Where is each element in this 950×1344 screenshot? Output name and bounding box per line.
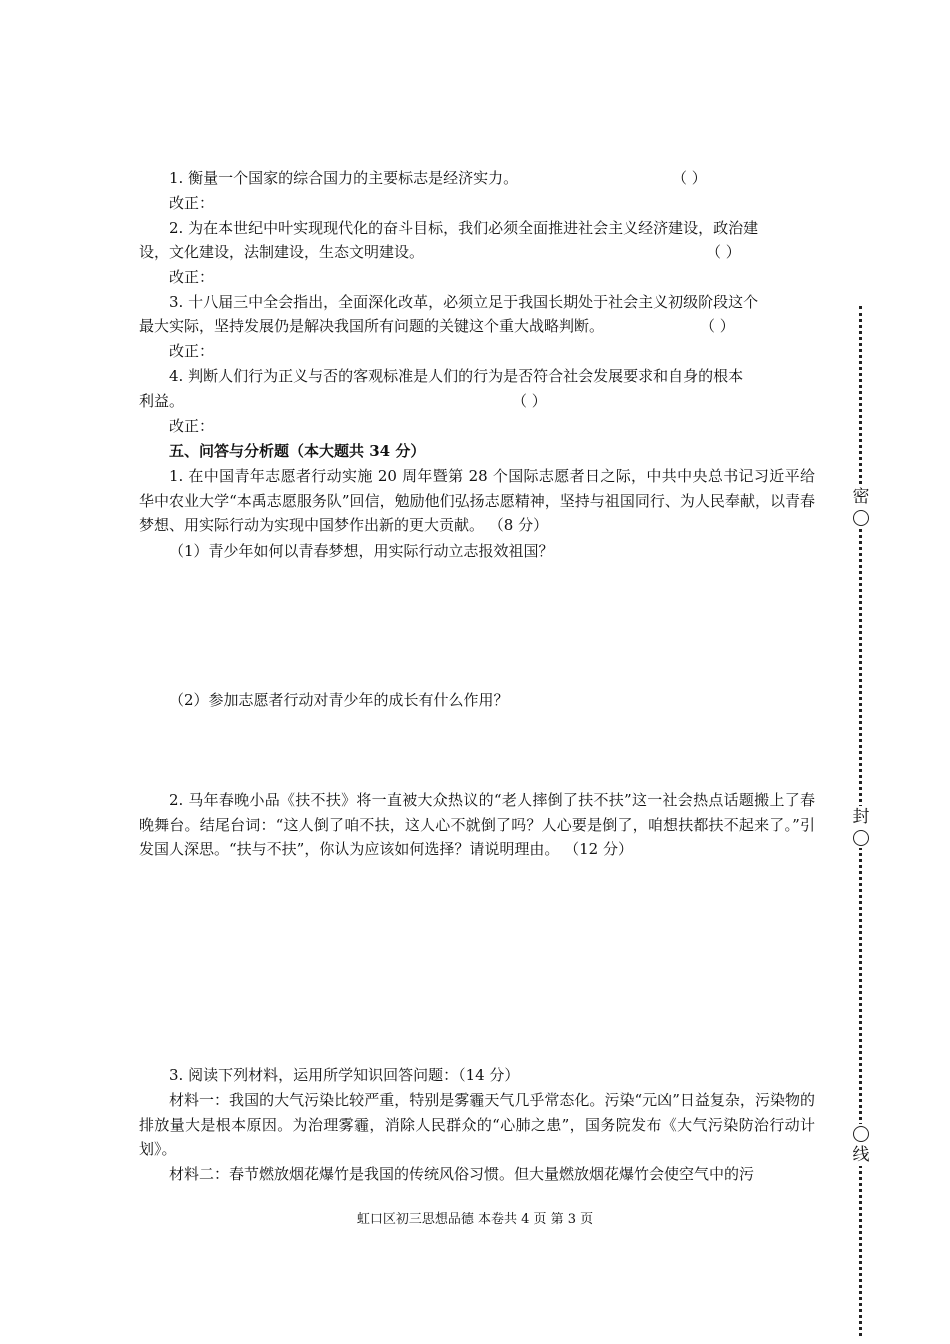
binding-circle-icon bbox=[853, 510, 869, 526]
judge-q4-line1: 4. 判断人们行为正义与否的客观标准是人们的行为是否符合社会发展要求和自身的根本 bbox=[169, 367, 744, 385]
binding-char-feng: 封 bbox=[852, 807, 870, 827]
page-footer: 虹口区初三思想品德 本卷共 4 页 第 3 页 bbox=[356, 1212, 594, 1227]
binding-mark-feng bbox=[848, 806, 874, 848]
question-1-sub-1: （1）青少年如何以青春梦想，用实际行动立志报效祖国？ bbox=[169, 542, 554, 560]
judge-q3-line1: 3. 十八届三中全会指出，全面深化改革，必须立足于我国长期处于社会主义初级阶段这个 bbox=[169, 293, 759, 311]
judge-q2-answer-paren: （ ） bbox=[706, 243, 741, 261]
binding-mark-xian bbox=[848, 1124, 874, 1166]
binding-circle-icon bbox=[853, 1126, 869, 1142]
judge-q2-line1: 2. 为在本世纪中叶实现现代化的奋斗目标，我们必须全面推进社会主义经济建设，政治建 bbox=[169, 219, 759, 237]
binding-mark-mi bbox=[848, 486, 874, 528]
judge-q3-fix-label: 改正： bbox=[169, 342, 215, 360]
material-2: 材料二：春节燃放烟花爆竹是我国的传统风俗习惯。但大量燃放烟花爆竹会使空气中的污 bbox=[169, 1165, 755, 1183]
judge-q2-line2: 设，文化建设，法制建设，生态文明建设。 bbox=[139, 243, 425, 261]
binding-char-xian: 线 bbox=[852, 1145, 870, 1165]
question-1-sub-2: （2）参加志愿者行动对青少年的成长有什么作用？ bbox=[169, 691, 509, 709]
question-3-stem: 3. 阅读下列材料，运用所学知识回答问题：（14 分） bbox=[169, 1066, 520, 1084]
judge-q1-fix-label: 改正： bbox=[169, 194, 215, 212]
section-heading: 五、问答与分析题（本大题共 34 分） bbox=[169, 442, 426, 460]
judge-q2-fix-label: 改正： bbox=[169, 268, 215, 286]
question-2-stem: 2. 马年春晚小品《扶不扶》将一直被大众热议的“老人摔倒了扶不扶”这一社会热点话题搬上了春晚舞台。结尾台词：“这人倒了咱不扶，这人心不就倒了吗？人心要是倒了，咱想扶都扶不起来了。”引发国人深思。“扶与不扶”，你认为应该如何选择？请说明理由。 （12 分） bbox=[139, 791, 815, 858]
judge-q4-line2: 利益。 bbox=[139, 392, 185, 410]
judge-q4-fix-label: 改正： bbox=[169, 417, 215, 435]
judge-q1-answer-paren: （ ） bbox=[672, 169, 707, 187]
judge-q4-answer-paren: （ ） bbox=[512, 392, 547, 410]
judge-q3-answer-paren: （ ） bbox=[700, 317, 735, 335]
binding-circle-icon bbox=[853, 830, 869, 846]
judge-q3-line2: 最大实际，坚持发展仍是解决我国所有问题的关键这个重大战略判断。 bbox=[139, 317, 605, 335]
material-1: 材料一：我国的大气污染比较严重，特别是雾霾天气几乎常态化。污染“元凶”日益复杂，污染物的排放量大是根本原因。为治理雾霾，消除人民群众的“心肺之患”，国务院发布《大气污染防治行动计划》。 bbox=[139, 1091, 815, 1158]
question-1-stem: 1. 在中国青年志愿者行动实施 20 周年暨第 28 个国际志愿者日之际，中共中央总书记习近平给华中农业大学“本禹志愿服务队”回信，勉励他们弘扬志愿精神，坚持与祖国同行、为人民奉献，以青春梦想、用实际行动为实现中国梦作出新的更大贡献。 （8 分） bbox=[139, 467, 815, 534]
binding-char-mi: 密 bbox=[852, 487, 870, 507]
judge-q1-text: 1. 衡量一个国家的综合国力的主要标志是经济实力。 bbox=[169, 169, 519, 187]
